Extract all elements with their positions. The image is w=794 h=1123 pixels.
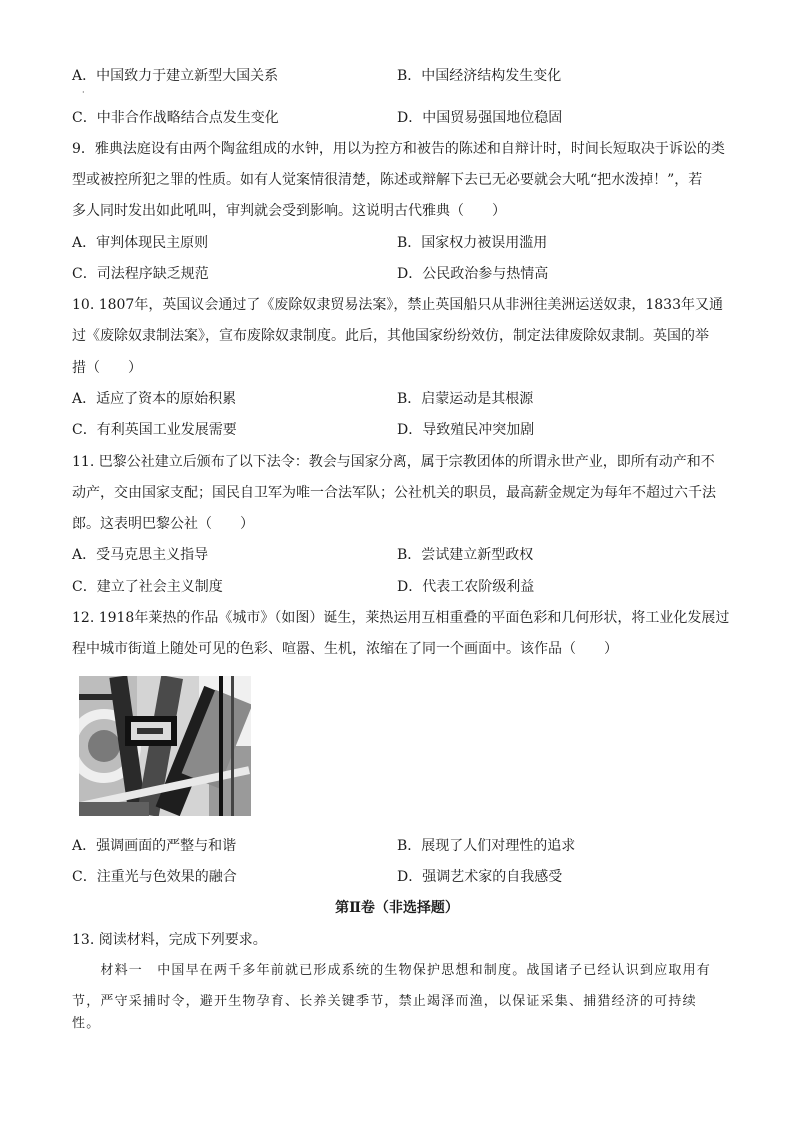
q11-option-c[interactable]: C．建立了社会主义制度 xyxy=(72,579,223,595)
q10-option-a[interactable]: A．适应了资本的原始积累 xyxy=(72,391,237,407)
q13-prompt: 13. 阅读材料，完成下列要求。 xyxy=(72,932,267,948)
q12-option-c[interactable]: C．注重光与色效果的融合 xyxy=(72,869,237,885)
q10-option-b[interactable]: B．启蒙运动是其根源 xyxy=(397,391,534,407)
q10-stem-line-3: 措（ ） xyxy=(72,360,142,376)
q8-option-c[interactable]: C．中非合作战略结合点发生变化 xyxy=(72,110,279,126)
q12-stem-line-1: 12. 1918年莱热的作品《城市》（如图）诞生，莱热运用互相重叠的平面色彩和几何形状，将工业化发展过 xyxy=(72,610,730,626)
q11-stem-line-2: 动产，交由国家支配；国民自卫军为唯一合法军队；公社机关的职员，最高薪金规定为每年不超过六千法 xyxy=(72,485,716,501)
q13-material-line-2: 节，严守采捕时令，避开生物孕育、长养关键季节，禁止竭泽而渔，以保证采集、捕猎经济的可持续性。 xyxy=(72,994,697,1031)
q9-option-d[interactable]: D．公民政治参与热情高 xyxy=(397,266,549,282)
q9-stem-line-1: 9．雅典法庭设有由两个陶盆组成的水钟，用以为控方和被告的陈述和自辩计时，时间长短取决于诉讼的类 xyxy=(72,141,725,157)
q12-option-b[interactable]: B．展现了人们对理性的追求 xyxy=(397,838,576,854)
painting-image xyxy=(79,676,251,816)
q11-option-a[interactable]: A．受马克思主义指导 xyxy=(72,547,209,563)
q8-option-a[interactable]: A．中国致力于建立新型大国关系 xyxy=(72,68,279,84)
q9-option-c[interactable]: C．司法程序缺乏规范 xyxy=(72,266,209,282)
q9-stem-line-2: 型或被控所犯之罪的性质。如有人觉案情很清楚，陈述或辩解下去已无必要就会大吼“把水泼掉！”，若 xyxy=(72,172,703,188)
stray-dot: · xyxy=(82,88,85,97)
q10-stem-line-1: 10. 1807年，英国议会通过了《废除奴隶贸易法案》，禁止英国船只从非洲往美洲运送奴隶，1833年又通 xyxy=(72,297,723,313)
q11-option-b[interactable]: B．尝试建立新型政权 xyxy=(397,547,534,563)
q10-option-c[interactable]: C．有利英国工业发展需要 xyxy=(72,422,237,438)
q9-option-a[interactable]: A．审判体现民主原则 xyxy=(72,235,209,251)
q11-stem-line-1: 11. 巴黎公社建立后颁布了以下法令：教会与国家分离，属于宗教团体的所谓永世产业，即所有动产和不 xyxy=(72,454,715,470)
q10-option-d[interactable]: D．导致殖民冲突加剧 xyxy=(397,422,535,438)
q11-option-d[interactable]: D．代表工农阶级利益 xyxy=(397,579,535,595)
q9-stem-line-3: 多人同时发出如此吼叫，审判就会受到影响。这说明古代雅典（ ） xyxy=(72,203,506,219)
section-2-title: 第Ⅱ卷（非选择题） xyxy=(335,900,459,916)
q9-option-b[interactable]: B．国家权力被误用滥用 xyxy=(397,235,548,251)
q10-stem-line-2: 过《废除奴隶制法案》，宣布废除奴隶制度。此后，其他国家纷纷效仿，制定法律废除奴隶制。英国的举 xyxy=(72,328,709,344)
q13-material-line-1: 材料一 中国早在两千多年前就已形成系统的生物保护思想和制度。战国诸子已经认识到应取用有 xyxy=(72,963,712,978)
q12-stem-line-2: 程中城市街道上随处可见的色彩、喧嚣、生机，浓缩在了同一个画面中。该作品（ ） xyxy=(72,641,618,657)
q12-option-d[interactable]: D．强调艺术家的自我感受 xyxy=(397,869,563,885)
painting-figure-the-city xyxy=(79,676,251,816)
q11-stem-line-3: 郎。这表明巴黎公社（ ） xyxy=(72,516,254,532)
q8-option-d[interactable]: D．中国贸易强国地位稳固 xyxy=(397,110,563,126)
q12-option-a[interactable]: A．强调画面的严整与和谐 xyxy=(72,838,237,854)
q8-option-b[interactable]: B．中国经济结构发生变化 xyxy=(397,68,562,84)
